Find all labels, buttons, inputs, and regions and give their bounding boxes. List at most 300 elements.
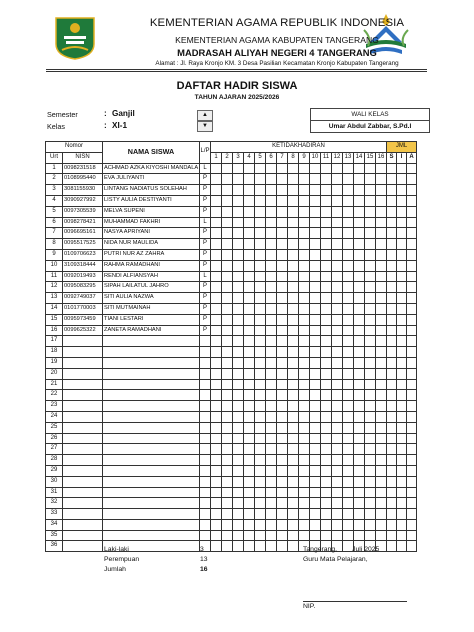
attendance-cell[interactable]: [310, 487, 321, 498]
attendance-cell[interactable]: [299, 444, 310, 455]
total-cell[interactable]: [407, 217, 417, 228]
attendance-cell[interactable]: [332, 293, 343, 304]
attendance-cell[interactable]: [277, 303, 288, 314]
attendance-cell[interactable]: [332, 174, 343, 185]
attendance-cell[interactable]: [288, 465, 299, 476]
attendance-cell[interactable]: [310, 185, 321, 196]
attendance-cell[interactable]: [321, 422, 332, 433]
attendance-cell[interactable]: [288, 239, 299, 250]
attendance-cell[interactable]: [321, 303, 332, 314]
total-cell[interactable]: [397, 163, 407, 174]
attendance-cell[interactable]: [277, 541, 288, 552]
attendance-cell[interactable]: [376, 185, 387, 196]
attendance-cell[interactable]: [233, 476, 244, 487]
attendance-cell[interactable]: [266, 271, 277, 282]
total-cell[interactable]: [407, 357, 417, 368]
attendance-cell[interactable]: [222, 422, 233, 433]
attendance-cell[interactable]: [376, 465, 387, 476]
attendance-cell[interactable]: [354, 228, 365, 239]
attendance-cell[interactable]: [332, 465, 343, 476]
attendance-cell[interactable]: [365, 347, 376, 358]
total-cell[interactable]: [397, 390, 407, 401]
attendance-cell[interactable]: [354, 325, 365, 336]
attendance-cell[interactable]: [354, 293, 365, 304]
attendance-cell[interactable]: [354, 519, 365, 530]
attendance-cell[interactable]: [310, 347, 321, 358]
attendance-cell[interactable]: [310, 293, 321, 304]
attendance-cell[interactable]: [288, 519, 299, 530]
attendance-cell[interactable]: [343, 239, 354, 250]
total-cell[interactable]: [387, 541, 397, 552]
total-cell[interactable]: [407, 433, 417, 444]
attendance-cell[interactable]: [343, 390, 354, 401]
attendance-cell[interactable]: [244, 271, 255, 282]
total-cell[interactable]: [407, 174, 417, 185]
attendance-cell[interactable]: [332, 228, 343, 239]
attendance-cell[interactable]: [222, 228, 233, 239]
attendance-cell[interactable]: [321, 260, 332, 271]
attendance-cell[interactable]: [233, 325, 244, 336]
attendance-cell[interactable]: [343, 325, 354, 336]
attendance-cell[interactable]: [222, 249, 233, 260]
attendance-cell[interactable]: [365, 476, 376, 487]
attendance-cell[interactable]: [233, 293, 244, 304]
attendance-cell[interactable]: [211, 433, 222, 444]
attendance-cell[interactable]: [277, 163, 288, 174]
total-cell[interactable]: [397, 368, 407, 379]
attendance-cell[interactable]: [288, 530, 299, 541]
total-cell[interactable]: [387, 455, 397, 466]
attendance-cell[interactable]: [354, 303, 365, 314]
attendance-cell[interactable]: [332, 357, 343, 368]
attendance-cell[interactable]: [244, 476, 255, 487]
attendance-cell[interactable]: [222, 163, 233, 174]
attendance-cell[interactable]: [376, 195, 387, 206]
attendance-cell[interactable]: [343, 455, 354, 466]
attendance-cell[interactable]: [321, 368, 332, 379]
attendance-cell[interactable]: [222, 401, 233, 412]
total-cell[interactable]: [387, 228, 397, 239]
total-cell[interactable]: [397, 455, 407, 466]
total-cell[interactable]: [407, 476, 417, 487]
attendance-cell[interactable]: [321, 239, 332, 250]
attendance-cell[interactable]: [376, 271, 387, 282]
attendance-cell[interactable]: [354, 465, 365, 476]
attendance-cell[interactable]: [277, 390, 288, 401]
attendance-cell[interactable]: [211, 174, 222, 185]
attendance-cell[interactable]: [376, 282, 387, 293]
attendance-cell[interactable]: [233, 530, 244, 541]
attendance-cell[interactable]: [332, 347, 343, 358]
total-cell[interactable]: [407, 282, 417, 293]
attendance-cell[interactable]: [288, 455, 299, 466]
attendance-cell[interactable]: [255, 368, 266, 379]
attendance-cell[interactable]: [222, 185, 233, 196]
attendance-cell[interactable]: [288, 195, 299, 206]
total-cell[interactable]: [397, 206, 407, 217]
attendance-cell[interactable]: [321, 347, 332, 358]
attendance-cell[interactable]: [244, 314, 255, 325]
attendance-cell[interactable]: [310, 239, 321, 250]
attendance-cell[interactable]: [244, 357, 255, 368]
attendance-cell[interactable]: [211, 325, 222, 336]
attendance-cell[interactable]: [266, 476, 277, 487]
attendance-cell[interactable]: [222, 282, 233, 293]
attendance-cell[interactable]: [299, 422, 310, 433]
attendance-cell[interactable]: [365, 422, 376, 433]
attendance-cell[interactable]: [277, 347, 288, 358]
attendance-cell[interactable]: [211, 314, 222, 325]
total-cell[interactable]: [407, 498, 417, 509]
attendance-cell[interactable]: [244, 487, 255, 498]
attendance-cell[interactable]: [222, 433, 233, 444]
total-cell[interactable]: [397, 444, 407, 455]
attendance-cell[interactable]: [310, 206, 321, 217]
attendance-cell[interactable]: [255, 217, 266, 228]
attendance-cell[interactable]: [233, 379, 244, 390]
attendance-cell[interactable]: [266, 249, 277, 260]
total-cell[interactable]: [407, 239, 417, 250]
attendance-cell[interactable]: [266, 336, 277, 347]
total-cell[interactable]: [397, 357, 407, 368]
attendance-cell[interactable]: [354, 195, 365, 206]
attendance-cell[interactable]: [266, 411, 277, 422]
attendance-cell[interactable]: [354, 509, 365, 520]
attendance-cell[interactable]: [321, 357, 332, 368]
attendance-cell[interactable]: [310, 325, 321, 336]
attendance-cell[interactable]: [233, 390, 244, 401]
attendance-cell[interactable]: [310, 336, 321, 347]
attendance-cell[interactable]: [266, 401, 277, 412]
attendance-cell[interactable]: [354, 347, 365, 358]
attendance-cell[interactable]: [321, 411, 332, 422]
attendance-cell[interactable]: [244, 465, 255, 476]
attendance-cell[interactable]: [211, 465, 222, 476]
attendance-cell[interactable]: [255, 163, 266, 174]
attendance-cell[interactable]: [365, 465, 376, 476]
total-cell[interactable]: [397, 293, 407, 304]
attendance-cell[interactable]: [266, 487, 277, 498]
attendance-cell[interactable]: [288, 185, 299, 196]
attendance-cell[interactable]: [321, 465, 332, 476]
attendance-cell[interactable]: [376, 314, 387, 325]
total-cell[interactable]: [397, 530, 407, 541]
attendance-cell[interactable]: [310, 390, 321, 401]
total-cell[interactable]: [397, 217, 407, 228]
attendance-cell[interactable]: [255, 336, 266, 347]
attendance-cell[interactable]: [376, 379, 387, 390]
attendance-cell[interactable]: [365, 293, 376, 304]
total-cell[interactable]: [407, 455, 417, 466]
attendance-cell[interactable]: [255, 530, 266, 541]
attendance-cell[interactable]: [222, 379, 233, 390]
attendance-cell[interactable]: [233, 498, 244, 509]
attendance-cell[interactable]: [343, 422, 354, 433]
attendance-cell[interactable]: [299, 498, 310, 509]
attendance-cell[interactable]: [266, 228, 277, 239]
attendance-cell[interactable]: [332, 455, 343, 466]
attendance-cell[interactable]: [266, 217, 277, 228]
attendance-cell[interactable]: [266, 260, 277, 271]
attendance-cell[interactable]: [222, 239, 233, 250]
attendance-cell[interactable]: [244, 325, 255, 336]
attendance-cell[interactable]: [255, 379, 266, 390]
attendance-cell[interactable]: [376, 390, 387, 401]
total-cell[interactable]: [387, 401, 397, 412]
attendance-cell[interactable]: [277, 217, 288, 228]
attendance-cell[interactable]: [288, 476, 299, 487]
attendance-cell[interactable]: [321, 228, 332, 239]
total-cell[interactable]: [387, 368, 397, 379]
total-cell[interactable]: [387, 390, 397, 401]
attendance-cell[interactable]: [299, 174, 310, 185]
attendance-cell[interactable]: [222, 174, 233, 185]
attendance-cell[interactable]: [321, 401, 332, 412]
attendance-cell[interactable]: [332, 368, 343, 379]
total-cell[interactable]: [387, 206, 397, 217]
total-cell[interactable]: [397, 282, 407, 293]
attendance-cell[interactable]: [365, 368, 376, 379]
attendance-cell[interactable]: [288, 260, 299, 271]
attendance-cell[interactable]: [376, 519, 387, 530]
attendance-cell[interactable]: [233, 314, 244, 325]
attendance-cell[interactable]: [255, 303, 266, 314]
attendance-cell[interactable]: [321, 206, 332, 217]
attendance-cell[interactable]: [299, 185, 310, 196]
attendance-cell[interactable]: [277, 228, 288, 239]
attendance-cell[interactable]: [343, 498, 354, 509]
attendance-cell[interactable]: [332, 303, 343, 314]
total-cell[interactable]: [387, 217, 397, 228]
attendance-cell[interactable]: [332, 282, 343, 293]
attendance-cell[interactable]: [299, 314, 310, 325]
attendance-cell[interactable]: [255, 541, 266, 552]
attendance-cell[interactable]: [222, 325, 233, 336]
attendance-cell[interactable]: [299, 293, 310, 304]
attendance-cell[interactable]: [310, 444, 321, 455]
attendance-cell[interactable]: [321, 390, 332, 401]
attendance-cell[interactable]: [310, 303, 321, 314]
attendance-cell[interactable]: [321, 519, 332, 530]
attendance-cell[interactable]: [376, 401, 387, 412]
attendance-cell[interactable]: [266, 368, 277, 379]
attendance-cell[interactable]: [277, 336, 288, 347]
attendance-cell[interactable]: [288, 174, 299, 185]
total-cell[interactable]: [397, 314, 407, 325]
attendance-cell[interactable]: [310, 174, 321, 185]
attendance-cell[interactable]: [255, 519, 266, 530]
attendance-cell[interactable]: [244, 239, 255, 250]
total-cell[interactable]: [387, 379, 397, 390]
attendance-cell[interactable]: [277, 498, 288, 509]
attendance-cell[interactable]: [332, 195, 343, 206]
attendance-cell[interactable]: [255, 444, 266, 455]
attendance-cell[interactable]: [376, 455, 387, 466]
attendance-cell[interactable]: [299, 303, 310, 314]
attendance-cell[interactable]: [354, 217, 365, 228]
total-cell[interactable]: [387, 293, 397, 304]
attendance-cell[interactable]: [299, 368, 310, 379]
attendance-cell[interactable]: [266, 293, 277, 304]
attendance-cell[interactable]: [365, 455, 376, 466]
attendance-cell[interactable]: [288, 271, 299, 282]
attendance-cell[interactable]: [354, 368, 365, 379]
attendance-cell[interactable]: [343, 195, 354, 206]
total-cell[interactable]: [397, 347, 407, 358]
attendance-cell[interactable]: [343, 401, 354, 412]
attendance-cell[interactable]: [343, 260, 354, 271]
attendance-cell[interactable]: [244, 260, 255, 271]
attendance-cell[interactable]: [299, 347, 310, 358]
attendance-cell[interactable]: [332, 411, 343, 422]
attendance-cell[interactable]: [299, 195, 310, 206]
attendance-cell[interactable]: [310, 498, 321, 509]
attendance-cell[interactable]: [288, 228, 299, 239]
attendance-cell[interactable]: [211, 282, 222, 293]
attendance-cell[interactable]: [277, 325, 288, 336]
attendance-cell[interactable]: [332, 271, 343, 282]
attendance-cell[interactable]: [288, 347, 299, 358]
attendance-cell[interactable]: [222, 271, 233, 282]
attendance-cell[interactable]: [211, 401, 222, 412]
attendance-cell[interactable]: [321, 282, 332, 293]
attendance-cell[interactable]: [255, 174, 266, 185]
total-cell[interactable]: [397, 422, 407, 433]
attendance-cell[interactable]: [343, 509, 354, 520]
attendance-cell[interactable]: [343, 228, 354, 239]
attendance-cell[interactable]: [332, 249, 343, 260]
attendance-cell[interactable]: [288, 325, 299, 336]
attendance-cell[interactable]: [376, 174, 387, 185]
total-cell[interactable]: [387, 411, 397, 422]
attendance-cell[interactable]: [321, 314, 332, 325]
attendance-cell[interactable]: [277, 239, 288, 250]
total-cell[interactable]: [407, 465, 417, 476]
attendance-cell[interactable]: [376, 239, 387, 250]
attendance-cell[interactable]: [354, 530, 365, 541]
attendance-cell[interactable]: [343, 411, 354, 422]
attendance-cell[interactable]: [343, 476, 354, 487]
total-cell[interactable]: [407, 487, 417, 498]
attendance-cell[interactable]: [244, 530, 255, 541]
attendance-cell[interactable]: [255, 228, 266, 239]
attendance-cell[interactable]: [211, 293, 222, 304]
total-cell[interactable]: [407, 260, 417, 271]
attendance-cell[interactable]: [310, 368, 321, 379]
total-cell[interactable]: [397, 174, 407, 185]
attendance-cell[interactable]: [321, 487, 332, 498]
attendance-cell[interactable]: [365, 282, 376, 293]
attendance-cell[interactable]: [255, 487, 266, 498]
attendance-cell[interactable]: [233, 455, 244, 466]
attendance-cell[interactable]: [321, 476, 332, 487]
attendance-cell[interactable]: [266, 541, 277, 552]
attendance-cell[interactable]: [310, 260, 321, 271]
attendance-cell[interactable]: [277, 379, 288, 390]
kelas-spinner[interactable]: [197, 121, 213, 132]
attendance-cell[interactable]: [222, 444, 233, 455]
attendance-cell[interactable]: [354, 455, 365, 466]
attendance-cell[interactable]: [255, 498, 266, 509]
attendance-cell[interactable]: [332, 476, 343, 487]
attendance-cell[interactable]: [211, 390, 222, 401]
attendance-cell[interactable]: [266, 206, 277, 217]
attendance-cell[interactable]: [310, 519, 321, 530]
attendance-cell[interactable]: [299, 271, 310, 282]
attendance-cell[interactable]: [310, 509, 321, 520]
attendance-cell[interactable]: [233, 347, 244, 358]
attendance-cell[interactable]: [288, 357, 299, 368]
attendance-cell[interactable]: [365, 260, 376, 271]
attendance-cell[interactable]: [376, 411, 387, 422]
attendance-cell[interactable]: [211, 444, 222, 455]
attendance-cell[interactable]: [255, 260, 266, 271]
attendance-cell[interactable]: [376, 422, 387, 433]
attendance-cell[interactable]: [321, 174, 332, 185]
attendance-cell[interactable]: [277, 433, 288, 444]
total-cell[interactable]: [397, 228, 407, 239]
attendance-cell[interactable]: [277, 271, 288, 282]
attendance-cell[interactable]: [277, 487, 288, 498]
attendance-cell[interactable]: [211, 303, 222, 314]
total-cell[interactable]: [397, 541, 407, 552]
attendance-cell[interactable]: [288, 368, 299, 379]
attendance-cell[interactable]: [266, 519, 277, 530]
attendance-cell[interactable]: [310, 271, 321, 282]
total-cell[interactable]: [387, 444, 397, 455]
attendance-cell[interactable]: [266, 455, 277, 466]
attendance-cell[interactable]: [211, 336, 222, 347]
attendance-cell[interactable]: [310, 379, 321, 390]
attendance-cell[interactable]: [255, 239, 266, 250]
attendance-cell[interactable]: [255, 347, 266, 358]
attendance-cell[interactable]: [299, 519, 310, 530]
attendance-cell[interactable]: [211, 228, 222, 239]
attendance-cell[interactable]: [343, 217, 354, 228]
attendance-cell[interactable]: [222, 487, 233, 498]
attendance-cell[interactable]: [343, 487, 354, 498]
total-cell[interactable]: [407, 206, 417, 217]
attendance-cell[interactable]: [277, 357, 288, 368]
attendance-cell[interactable]: [343, 282, 354, 293]
attendance-cell[interactable]: [354, 260, 365, 271]
attendance-cell[interactable]: [343, 444, 354, 455]
total-cell[interactable]: [407, 336, 417, 347]
attendance-cell[interactable]: [354, 174, 365, 185]
attendance-cell[interactable]: [288, 282, 299, 293]
total-cell[interactable]: [407, 411, 417, 422]
attendance-cell[interactable]: [299, 476, 310, 487]
attendance-cell[interactable]: [244, 163, 255, 174]
attendance-cell[interactable]: [332, 509, 343, 520]
total-cell[interactable]: [397, 271, 407, 282]
spinner-down-icon[interactable]: ▼: [202, 123, 208, 129]
total-cell[interactable]: [387, 530, 397, 541]
attendance-cell[interactable]: [277, 455, 288, 466]
attendance-cell[interactable]: [321, 509, 332, 520]
attendance-cell[interactable]: [288, 422, 299, 433]
attendance-cell[interactable]: [332, 260, 343, 271]
attendance-cell[interactable]: [365, 206, 376, 217]
total-cell[interactable]: [387, 185, 397, 196]
attendance-cell[interactable]: [222, 519, 233, 530]
attendance-cell[interactable]: [332, 530, 343, 541]
total-cell[interactable]: [407, 163, 417, 174]
attendance-cell[interactable]: [288, 249, 299, 260]
attendance-cell[interactable]: [244, 541, 255, 552]
attendance-cell[interactable]: [211, 217, 222, 228]
total-cell[interactable]: [407, 185, 417, 196]
